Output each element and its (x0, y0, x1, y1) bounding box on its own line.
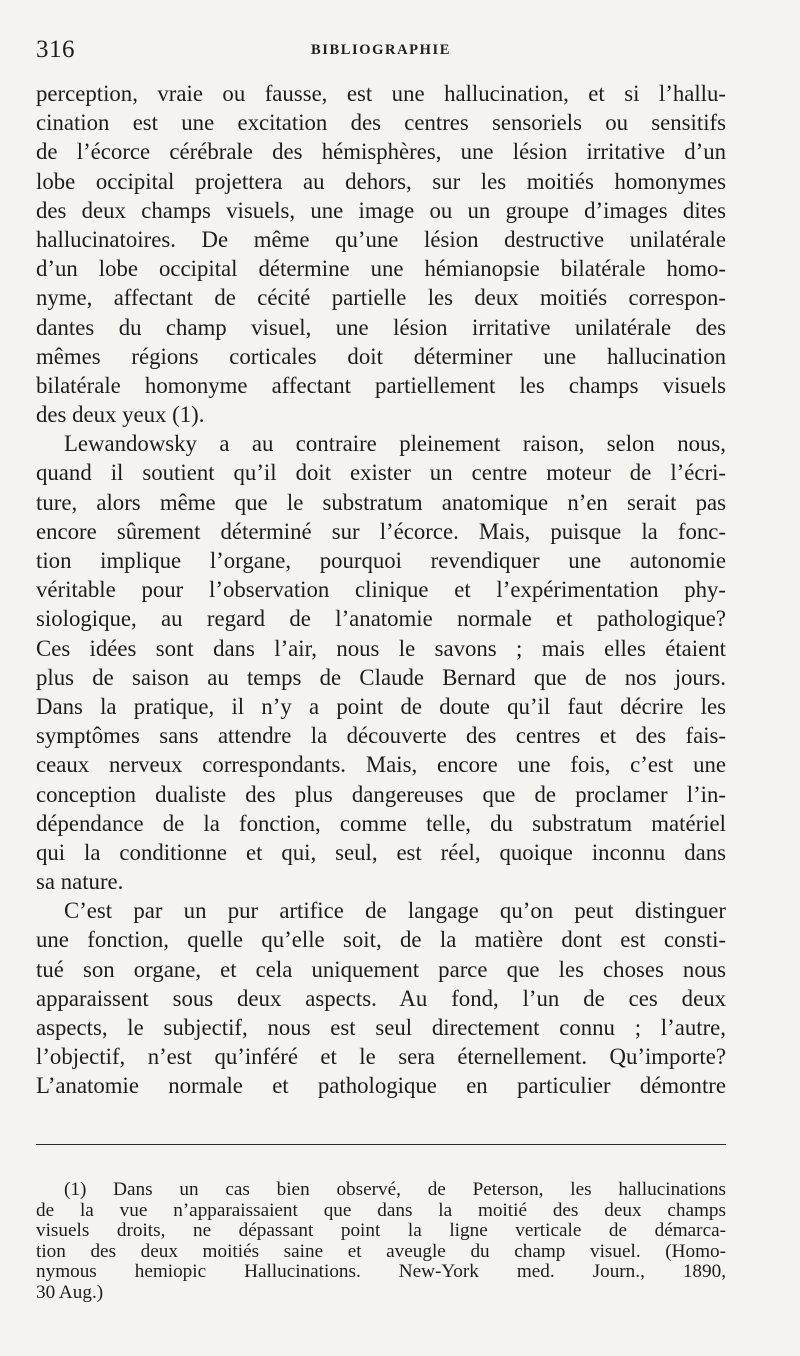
text-line: des deux yeux (1). (36, 402, 205, 428)
text-line: lobe occipital projettera au dehors, sur les moitiés homonymes (36, 168, 726, 194)
text-line: plus de saison au temps de Claude Bernard que de nos jours. (36, 664, 726, 690)
text-line: nyme, affectant de cécité partielle les deux moitiés correspon- (36, 285, 726, 311)
running-head: BIBLIOGRAPHIE (310, 42, 452, 58)
text-line: Dans la pratique, il n’y a point de doute qu’il faut décrire les (36, 693, 726, 719)
text-line: C’est par un pur artifice de langage qu’on peut distinguer (64, 898, 726, 924)
text-line: Ces idées sont dans l’air, nous le savons ; mais elles étaient (36, 635, 726, 661)
book-page (36, 0, 726, 1356)
footnote-rule (36, 1144, 726, 1145)
footnote-line: nymous hemiopic Hallucinations. New-York med. Journ., 1890, (36, 1261, 726, 1283)
text-line: perception, vraie ou fausse, est une hallucination, et si l’hallu- (36, 81, 726, 106)
page-header (36, 36, 726, 66)
text-line: mêmes régions corticales doit déterminer une hallucination (36, 343, 726, 369)
footnote-line: (1) Dans un cas bien observé, de Peterson, les hallucinations (64, 1179, 726, 1200)
text-line: de l’écorce cérébrale des hémisphères, une lésion irritative d’un (36, 139, 726, 165)
text-line: conception dualiste des plus dangereuses que de proclamer l’in- (36, 781, 726, 807)
text-line: sa nature. (36, 869, 124, 895)
text-line: L’anatomie normale et pathologique en particulier démontre (36, 1073, 726, 1099)
text-line: apparaissent sous deux aspects. Au fond, l’un de ces deux (36, 985, 726, 1011)
text-line: une fonction, quelle qu’elle soit, de la matière dont est consti- (36, 927, 726, 953)
text-line: l’objectif, n’est qu’inféré et le sera éternellement. Qu’importe? (36, 1044, 726, 1070)
text-line: cination est une excitation des centres sensoriels ou sensitifs (36, 110, 726, 136)
text-line: dantes du champ visuel, une lésion irritative unilatérale des (36, 314, 726, 340)
text-line: ceaux nerveux correspondants. Mais, encore une fois, c’est une (36, 752, 726, 778)
text-line: véritable pour l’observation clinique et l’expérimentation phy- (36, 577, 726, 603)
text-line: des deux champs visuels, une image ou un groupe d’images dites (36, 197, 726, 223)
text-line: hallucinatoires. De même qu’une lésion destructive unilatérale (36, 226, 726, 252)
text-line: dépendance de la fonction, comme telle, du substratum matériel (36, 810, 726, 836)
text-line: bilatérale homonyme affectant partiellement les champs visuels (36, 372, 726, 398)
footnote-line: tion des deux moitiés saine et aveugle du champ visuel. (Homo- (36, 1240, 726, 1262)
page-number: 316 (36, 36, 75, 63)
text-line: encore sûrement déterminé sur l’écorce. Mais, puisque la fonc- (36, 518, 726, 544)
footnote-line: 30 Aug.) (36, 1281, 104, 1303)
text-line: tion implique l’organe, pourquoi revendiquer une autonomie (36, 548, 726, 573)
footnote-line: visuels droits, ne dépassant point la ligne verticale de démarca- (36, 1220, 726, 1242)
text-line: qui la conditionne et qui, seul, est réel, quoique inconnu dans (36, 839, 726, 865)
footnote-line: de la vue n’apparaissaient que dans la moitié des deux champs (36, 1199, 726, 1221)
footnote (36, 1180, 726, 1304)
text-line: symptômes sans attendre la découverte des centres et des fais- (36, 723, 726, 749)
text-line: aspects, le subjectif, nous est seul directement connu ; l’autre, (36, 1015, 726, 1040)
text-line: ture, alors même que le substratum anatomique n’en serait pas (36, 489, 726, 515)
text-line: siologique, au regard de l’anatomie normale et pathologique? (36, 606, 726, 632)
text-line: quand il soutient qu’il doit exister un centre moteur de l’écri- (36, 460, 726, 486)
text-line: d’un lobe occipital détermine une hémianopsie bilatérale homo- (36, 256, 726, 282)
text-line: Lewandowsky a au contraire pleinement raison, selon nous, (64, 431, 726, 457)
body-text (36, 79, 726, 1101)
text-line: tué son organe, et cela uniquement parce que les choses nous (36, 956, 726, 982)
